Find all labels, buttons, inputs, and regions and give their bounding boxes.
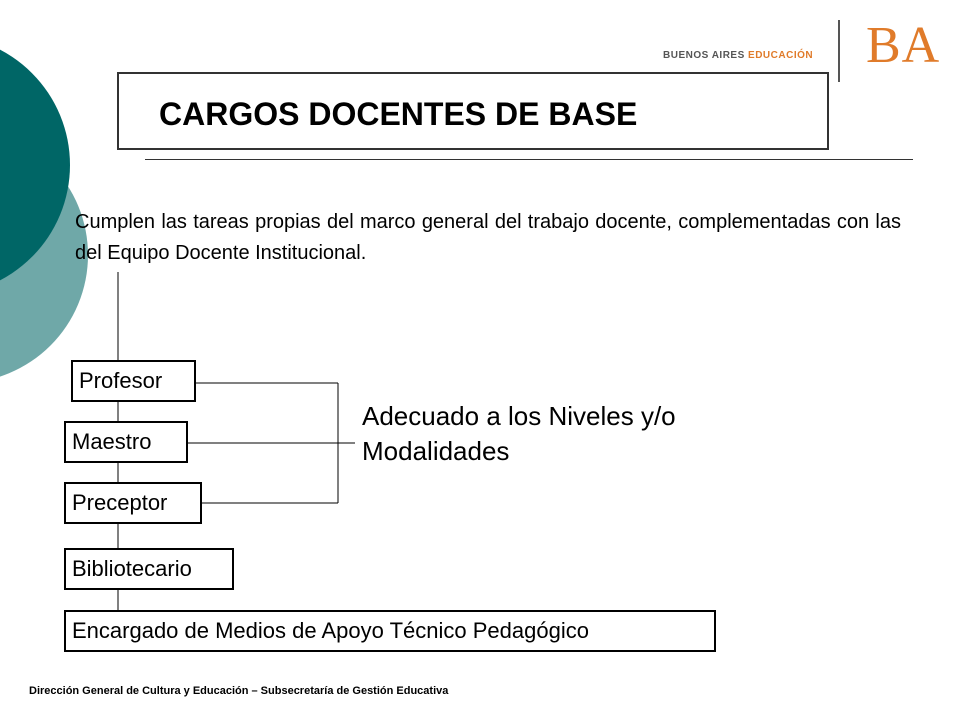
brand-text-accent: EDUCACIÓN [744, 50, 814, 61]
node-bibliotecario: Bibliotecario [64, 548, 234, 590]
title-rule [145, 159, 913, 160]
node-encargado-medios: Encargado de Medios de Apoyo Técnico Pedagógico [64, 610, 716, 652]
footer-text: Dirección General de Cultura y Educación – Subsecretaría de Gestión Educativa [29, 685, 449, 697]
bracket-label: Adecuado a los Niveles y/o Modalidades [362, 401, 676, 466]
brand-logo: BA [866, 17, 941, 74]
title-box [117, 72, 829, 150]
brand-text-main: BUENOS AIRES [663, 50, 745, 61]
page-title: CARGOS DOCENTES DE BASE [159, 96, 638, 132]
intro-paragraph: Cumplen las tareas propias del marco general del trabajo docente, complementadas con las del Equipo Docente Institucional. [75, 211, 901, 264]
node-preceptor: Preceptor [64, 482, 202, 524]
node-profesor: Profesor [71, 360, 196, 402]
brand-divider [838, 20, 840, 82]
node-maestro: Maestro [64, 421, 188, 463]
brand-text [663, 50, 813, 61]
